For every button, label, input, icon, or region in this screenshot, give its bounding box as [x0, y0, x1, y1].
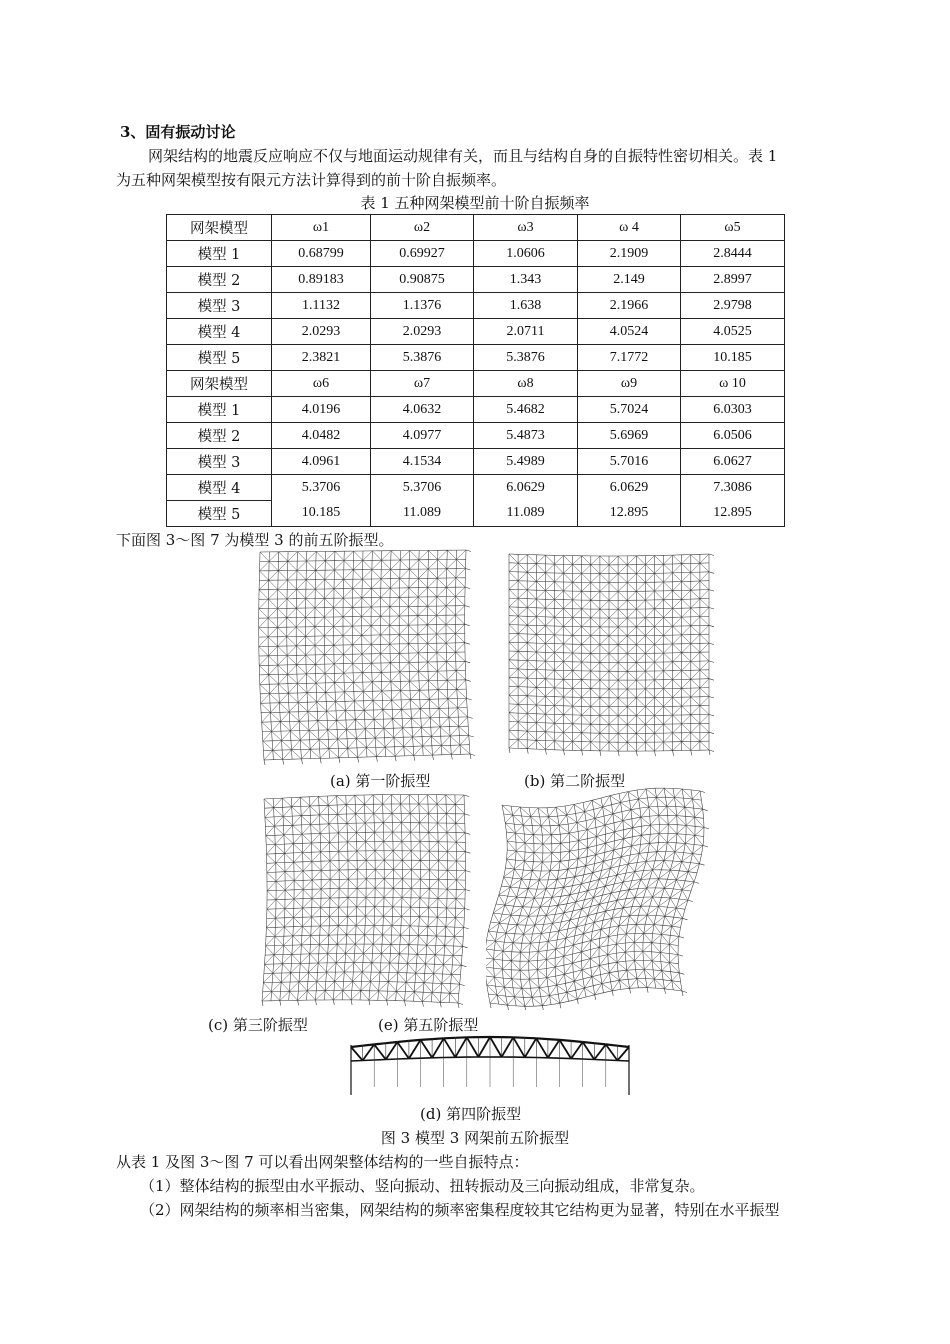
value-cell: 4.0961: [272, 449, 371, 475]
value-cell: 2.3821: [272, 345, 371, 371]
table-row: [167, 293, 785, 319]
row-label-cell: 模型 1: [167, 241, 272, 267]
row-label-cell: 模型 5: [167, 345, 272, 371]
column-header-cell: ω3: [474, 215, 578, 241]
row-label-cell: 模型 2: [167, 267, 272, 293]
column-header-cell: ω8: [474, 371, 578, 397]
value-cell: 4.0196: [272, 397, 371, 423]
value-cell: 1.343: [474, 267, 578, 293]
value-cell: 4.0977: [371, 423, 474, 449]
subcaption-a: (a) 第一阶振型: [330, 772, 431, 790]
row-label-cell: 模型 4: [167, 475, 272, 501]
figure-intro: 下面图 3～图 7 为模型 3 的前五阶振型。: [116, 531, 394, 549]
subcaption-c: (c) 第三阶振型: [208, 1016, 308, 1034]
value-cell: 1.1132: [272, 293, 371, 319]
column-header-cell: ω 4: [578, 215, 681, 241]
value-cell: 4.1534: [371, 449, 474, 475]
value-cell: 0.69927: [371, 241, 474, 267]
subcaption-d: (d) 第四阶振型: [420, 1105, 522, 1123]
value-cell: 2.0711: [474, 319, 578, 345]
after-item-1: （1）整体结构的振型由水平振动、竖向振动、扭转振动及三向振动组成，非常复杂。: [140, 1177, 705, 1195]
value-cell: 4.0482: [272, 423, 371, 449]
value-cell: 6.0629: [578, 475, 681, 501]
row-label-cell: 模型 5: [167, 501, 272, 527]
value-cell: 4.0525: [681, 319, 785, 345]
figure-caption: 图 3 模型 3 网架前五阶振型: [380, 1129, 570, 1147]
mode-shape-b-figure: [503, 548, 719, 758]
frequency-table: [166, 214, 785, 527]
mode-shape-c-figure: [258, 791, 474, 1009]
table-row: [167, 345, 785, 371]
value-cell: 2.1966: [578, 293, 681, 319]
column-header-cell: ω 10: [681, 371, 785, 397]
column-header-cell: ω7: [371, 371, 474, 397]
value-cell: 5.3876: [371, 345, 474, 371]
value-cell: 10.185: [681, 345, 785, 371]
after-item-2: （2）网架结构的频率相当密集，网架结构的频率密集程度较其它结构更为显著，特别在水平振型: [140, 1201, 780, 1219]
mode-shape-e-figure: [486, 785, 716, 1010]
value-cell: 7.3086: [681, 475, 785, 501]
table-row: [167, 423, 785, 449]
value-cell: 2.8444: [681, 241, 785, 267]
column-header-cell: ω6: [272, 371, 371, 397]
value-cell: 11.089: [474, 501, 578, 527]
after-line-1: 从表 1 及图 3～图 7 可以看出网架整体结构的一些自振特点：: [116, 1153, 529, 1171]
section-heading: 3、固有振动讨论: [120, 123, 236, 141]
value-cell: 6.0506: [681, 423, 785, 449]
table-row: [167, 475, 785, 501]
value-cell: 7.1772: [578, 345, 681, 371]
value-cell: 2.0293: [371, 319, 474, 345]
value-cell: 5.6969: [578, 423, 681, 449]
value-cell: 4.0632: [371, 397, 474, 423]
value-cell: 1.1376: [371, 293, 474, 319]
subcaption-b: (b) 第二阶振型: [524, 772, 626, 790]
value-cell: 5.4873: [474, 423, 578, 449]
value-cell: 1.0606: [474, 241, 578, 267]
value-cell: 10.185: [272, 501, 371, 527]
value-cell: 0.89183: [272, 267, 371, 293]
value-cell: 5.4989: [474, 449, 578, 475]
row-label-cell: 模型 2: [167, 423, 272, 449]
value-cell: 12.895: [681, 501, 785, 527]
value-cell: 6.0627: [681, 449, 785, 475]
row-label-cell: 模型 3: [167, 449, 272, 475]
value-cell: 1.638: [474, 293, 578, 319]
column-header-cell: ω9: [578, 371, 681, 397]
value-cell: 5.3706: [371, 475, 474, 501]
value-cell: 0.90875: [371, 267, 474, 293]
mode-shape-a-figure: [256, 548, 480, 766]
value-cell: 12.895: [578, 501, 681, 527]
table-row: [167, 449, 785, 475]
table-header-row: [167, 215, 785, 241]
value-cell: 2.0293: [272, 319, 371, 345]
value-cell: 11.089: [371, 501, 474, 527]
table-row: [167, 267, 785, 293]
value-cell: 5.4682: [474, 397, 578, 423]
value-cell: 2.9798: [681, 293, 785, 319]
value-cell: 4.0524: [578, 319, 681, 345]
value-cell: 5.7024: [578, 397, 681, 423]
table-row: [167, 319, 785, 345]
row-label-cell: 网架模型: [167, 215, 272, 241]
table-header-row: [167, 371, 785, 397]
mode-shape-d-figure: [345, 1035, 635, 1101]
value-cell: 6.0303: [681, 397, 785, 423]
column-header-cell: ω5: [681, 215, 785, 241]
row-label-cell: 网架模型: [167, 371, 272, 397]
row-label-cell: 模型 3: [167, 293, 272, 319]
value-cell: 2.149: [578, 267, 681, 293]
table-row: [167, 397, 785, 423]
value-cell: 2.1909: [578, 241, 681, 267]
value-cell: 0.68799: [272, 241, 371, 267]
column-header-cell: ω1: [272, 215, 371, 241]
paragraph-line-1: 网架结构的地震反应响应不仅与地面运动规律有关，而且与结构自身的自振特性密切相关。表 1: [148, 147, 778, 165]
value-cell: 5.3876: [474, 345, 578, 371]
subcaption-e: (e) 第五阶振型: [378, 1016, 479, 1034]
value-cell: 5.3706: [272, 475, 371, 501]
column-header-cell: ω2: [371, 215, 474, 241]
value-cell: 6.0629: [474, 475, 578, 501]
row-label-cell: 模型 1: [167, 397, 272, 423]
table-row: [167, 501, 785, 527]
value-cell: 2.8997: [681, 267, 785, 293]
table-row: [167, 241, 785, 267]
paragraph-line-2: 为五种网架模型按有限元方法计算得到的前十阶自振频率。: [116, 171, 507, 189]
table-caption: 表 1 五种网架模型前十阶自振频率: [360, 194, 590, 212]
row-label-cell: 模型 4: [167, 319, 272, 345]
value-cell: 5.7016: [578, 449, 681, 475]
